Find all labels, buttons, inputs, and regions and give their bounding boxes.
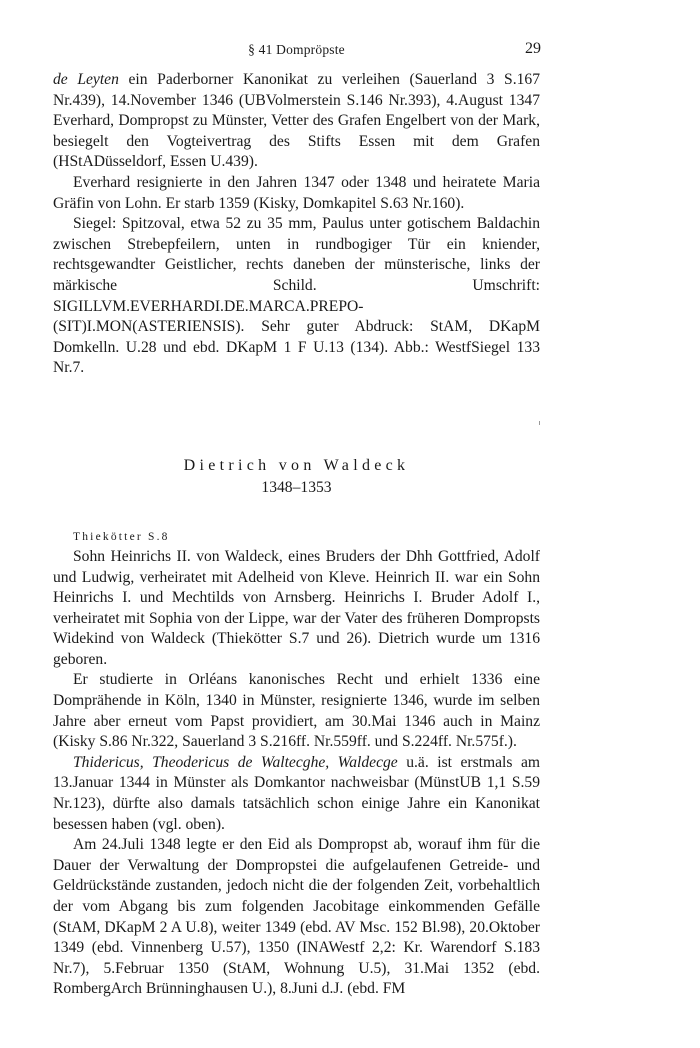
text-run: Am 24.Juli 1348 legte er den Eid als Dompropst ab, worauf ihm für die Dauer der Verwaltung der Dompropstei die aufgelaufenen Getreide- und Geldrückstände zustanden, jedoch nicht die der folgenden Zeit, vorbehaltlich der vom Abgang bis zum folgenden Jacobitage einkommenden Gefälle (StAM, DKapM 2 A U.8), weiter 1349 (ebd. AV Msc. 152 Bl.98), 20.Oktober 1349 (ebd. Vinnenberg U.57), 1350 (INAWestf 2,2: Kr. Warendorf S.183 Nr.7), 5.Februar 1350 (StAM, Wohnung U.5), 31.Mai 1352 (ebd. RombergArch Brünninghausen U.), 8.Juni d.J. (ebd. FM bbox=[53, 836, 540, 998]
margin-mark bbox=[539, 421, 540, 425]
document-page bbox=[53, 40, 540, 1000]
text-run: de Leyten bbox=[53, 71, 119, 88]
text-run: ein Paderborner Kanonikat zu verleihen (Sauerland 3 S.167 Nr.439), 14.November 1346 (UBVolmerstein S.146 Nr.393), 4.August 1347 Everhard, Dompropst zu Münster, Vetter des Grafen Engelbert von der Mark, besiegelt den Vogteivertrag des Stifts Essen mit dem Grafen (HStADüsseldorf, Essen U.439). bbox=[53, 71, 540, 171]
paragraph bbox=[53, 173, 540, 214]
page-number: 29 bbox=[525, 40, 541, 57]
text-run: Sohn Heinrichs II. von Waldeck, eines Bruders der Dhh Gottfried, Adolf und Ludwig, verheiratet mit Adelheid von Kleve. Heinrich II. war ein Sohn Heinrichs I. und Mechtilds von Arnsberg. Heinrichs I. Bruder Adolf I., verheiratet mit Sophia von der Lippe, war der Vater des früheren Dompropsts Widekind von Waldeck (Thiekötter S.7 und 26). Dietrich wurde um 1316 geboren. bbox=[53, 547, 540, 668]
paragraph bbox=[53, 70, 540, 173]
paragraph bbox=[53, 214, 540, 379]
text-block-bottom bbox=[53, 547, 540, 1000]
text-run: Everhard resignierte in den Jahren 1347 oder 1348 und heiratete Maria Gräfin von Lohn. Er starb 1359 (Kisky, Domkapitel S.63 Nr.160). bbox=[53, 173, 540, 212]
text-run: Er studierte in Orléans kanonisches Recht und erhielt 1336 eine Domprähende in Köln, 1340 in Münster, resignierte 1346, wurde im selben Jahre aber erneut vom Papst providiert, am 30.Mai 1346 auch in Mainz (Kisky S.86 Nr.322, Sauerland 3 S.216ff. Nr.559ff. und S.224ff. Nr.575f.). bbox=[53, 671, 540, 751]
page-header bbox=[53, 40, 540, 62]
text-run: Siegel: Spitzoval, etwa 52 zu 35 mm, Paulus unter gotischem Baldachin zwischen Strebepfeilern, unten in rundbogiger Tür ein kniender, rechtsgewandter Geistlicher, rechts daneben der münsterische, links der märkische Schild. Umschrift: SIGILLVM.EVERHARDI.DE.MARCA.PREPO-(SIT)I.MON(ASTERIENSIS). Sehr guter Abdruck: StAM, DKapM Domkelln. U.28 und ebd. DKapM 1 F U.13 (134). Abb.: WestfSiegel 133 Nr.7. bbox=[53, 215, 540, 377]
source-reference: Thiekötter S.8 bbox=[73, 530, 170, 543]
text-block-top bbox=[53, 70, 540, 379]
person-years: 1348–1353 bbox=[261, 478, 332, 496]
text-run: u.ä. ist erstmals am 13.Januar 1344 in Münster als Domkantor nachweisbar (MünstUB 1,1 S.59 Nr.123), dürfte also damals tatsächlich schon einige Jahre ein Kanonikat besessen haben (vgl. oben). bbox=[53, 753, 540, 833]
paragraph bbox=[53, 670, 540, 752]
paragraph bbox=[53, 753, 540, 835]
text-run: Thidericus, Theodericus de Waltecghe, Waldecge bbox=[73, 753, 398, 771]
paragraph bbox=[53, 835, 540, 1000]
paragraph bbox=[53, 547, 540, 671]
person-name: Dietrich von Waldeck bbox=[183, 456, 410, 474]
running-title: § 41 Dompröpste bbox=[248, 42, 345, 57]
person-heading bbox=[53, 455, 540, 499]
